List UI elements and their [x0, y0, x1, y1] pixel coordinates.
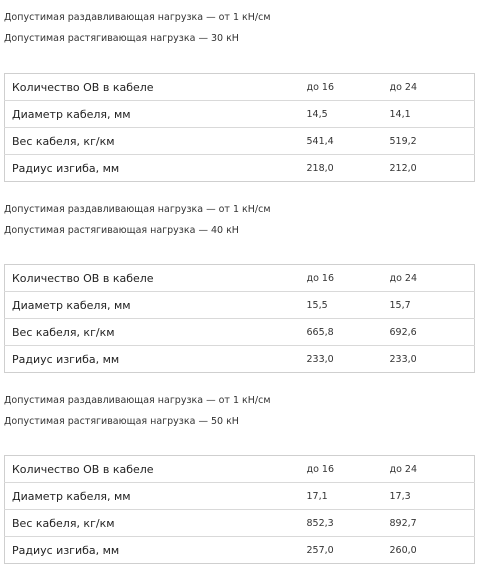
- value-col-1: до 16: [306, 463, 334, 475]
- value-col-1: 257,0: [307, 537, 390, 564]
- value-col-2: 519,2: [390, 128, 475, 155]
- value-col-1: 14,5: [307, 101, 390, 128]
- row-label: Вес кабеля, кг/км: [5, 510, 307, 537]
- value-col-2: до 24: [389, 463, 417, 475]
- value-col-1: 852,3: [307, 510, 390, 537]
- table-row: [5, 537, 475, 564]
- crush-load-note: Допустимая раздавливающая нагрузка — от 1 кН/см: [4, 395, 271, 406]
- value-col-1: до 16: [306, 81, 334, 93]
- value-col-1: 665,8: [307, 319, 390, 346]
- table-row: [5, 483, 475, 510]
- value-col-2: до 24: [389, 81, 417, 93]
- value-col-2: 892,7: [390, 510, 475, 537]
- value-col-2: 212,0: [390, 155, 475, 182]
- tensile-load-note: Допустимая растягивающая нагрузка — 50 кН: [4, 416, 239, 427]
- row-label: Радиус изгиба, мм: [5, 155, 307, 182]
- row-label: Количество ОВ в кабеле: [12, 462, 154, 476]
- row-label: Радиус изгиба, мм: [5, 346, 307, 373]
- table-row: [5, 155, 475, 182]
- table-row: [5, 456, 475, 483]
- row-label: Количество ОВ в кабеле: [12, 80, 154, 94]
- value-col-1: 15,5: [307, 292, 390, 319]
- table-row: [5, 292, 475, 319]
- table-row: [5, 265, 475, 292]
- table-row: [5, 74, 475, 101]
- row-label: Вес кабеля, кг/км: [5, 128, 307, 155]
- value-col-2: 692,6: [390, 319, 475, 346]
- value-col-1: 218,0: [307, 155, 390, 182]
- value-col-2: 17,3: [390, 483, 475, 510]
- tensile-load-note: Допустимая растягивающая нагрузка — 40 кН: [4, 225, 239, 236]
- row-label: Количество ОВ в кабеле: [12, 271, 154, 285]
- value-col-2: 15,7: [390, 292, 475, 319]
- row-label: Диаметр кабеля, мм: [5, 483, 307, 510]
- value-col-1: 233,0: [307, 346, 390, 373]
- value-col-2: 233,0: [390, 346, 475, 373]
- table-row: [5, 101, 475, 128]
- table-row: [5, 128, 475, 155]
- spec-table-3: [4, 455, 475, 564]
- value-col-1: до 16: [306, 272, 334, 284]
- row-label: Диаметр кабеля, мм: [5, 101, 307, 128]
- value-col-2: 14,1: [390, 101, 475, 128]
- row-label: Диаметр кабеля, мм: [5, 292, 307, 319]
- value-col-1: 541,4: [307, 128, 390, 155]
- value-col-2: 260,0: [390, 537, 475, 564]
- table-row: [5, 319, 475, 346]
- table-row: [5, 510, 475, 537]
- row-label: Радиус изгиба, мм: [5, 537, 307, 564]
- tensile-load-note: Допустимая растягивающая нагрузка — 30 кН: [4, 33, 239, 44]
- value-col-2: до 24: [389, 272, 417, 284]
- crush-load-note: Допустимая раздавливающая нагрузка — от 1 кН/см: [4, 12, 271, 23]
- table-row: [5, 346, 475, 373]
- value-col-1: 17,1: [307, 483, 390, 510]
- crush-load-note: Допустимая раздавливающая нагрузка — от 1 кН/см: [4, 204, 271, 215]
- spec-table-1: [4, 73, 475, 182]
- spec-table-2: [4, 264, 475, 373]
- row-label: Вес кабеля, кг/км: [5, 319, 307, 346]
